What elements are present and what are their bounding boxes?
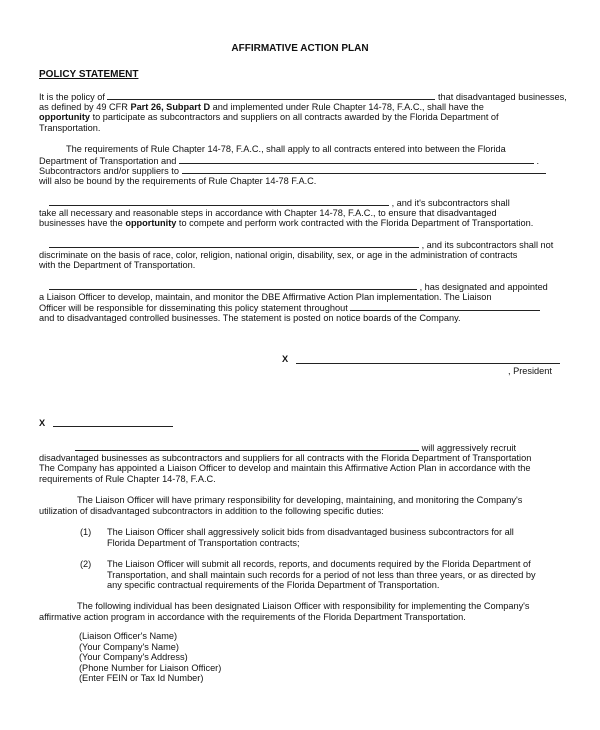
document-title: AFFIRMATIVE ACTION PLAN [231,43,369,54]
p5-text: and to disadvantaged controlled businesses. The statement is posted on notice boards of the Company. [39,312,461,323]
p2-text: Subcontractors and/or suppliers to [39,166,179,177]
duty-number: (1) [80,527,92,537]
p3-text: to compete and perform work contracted with the Florida Department of Transportation. [178,218,534,229]
commitment-paragraph [39,442,569,484]
liaison-name-field[interactable]: (Liaison Officer's Name) [79,631,178,641]
company-name-blank[interactable] [350,302,540,311]
p1-text: that disadvantaged businesses, [438,92,567,102]
p1-text: and implemented under Rule Chapter 14-78, F.A.C., shall have the [212,101,484,112]
p5-text: a Liaison Officer to develop, maintain, and monitor the DBE Affirmative Action Plan implementation. The Liaison [39,291,492,302]
p2-text: will also be bound by the requirements of Rule Chapter 14-78 F.A.C. [39,175,317,186]
p2-text: . [536,155,540,166]
company-name-blank[interactable] [49,197,389,206]
commitment-text: will aggressively recruit [421,443,517,453]
duty-number: (2) [80,559,92,569]
duty-line: The Liaison Officer shall aggressively solicit bids from disadvantaged business subcontractors for all [107,527,514,537]
commitment-text: disadvantaged businesses as subcontractors and suppliers for all contracts with the Florida Department of Transportation [39,452,532,463]
company-name-field[interactable]: (Your Company's Name) [79,641,179,652]
p1-text: to participate as subcontractors and suppliers on all contracts awarded by the Florida Department of [92,112,499,123]
p1-text: as defined by 49 CFR [39,101,128,112]
policy-paragraph-5 [39,281,564,323]
policy-paragraph-2 [39,144,564,186]
liaison-text: The Liaison Officer will have primary responsibility for developing, maintaining, and monitoring the Company's [77,495,523,505]
section-heading: POLICY STATEMENT [39,69,139,80]
duty-line: The Liaison Officer will submit all records, reports, and documents required by the Florida Department of [107,559,531,569]
p3-text: , and it's subcontractors shall [391,198,510,208]
p5-text: , has designated and appointed [419,282,548,292]
designation-text: The following individual has been designated Liaison Officer with responsibility for implementing the Company's [77,601,530,611]
p1-text: It is the policy of [39,92,105,102]
p2-text: The requirements of Rule Chapter 14-78, F.A.C., shall apply to all contracts entered into between the Florida [66,144,506,154]
liaison-contact-block [79,631,221,684]
company-name-blank[interactable] [49,239,419,248]
company-address-field[interactable]: (Your Company's Address) [79,652,188,663]
duty-text [107,559,567,591]
p1-text: Transportation. [39,122,101,133]
p2-text: Department of Transportation and [39,155,177,166]
company-name-blank[interactable] [182,165,546,174]
company-name-blank[interactable] [75,442,419,451]
president-title: , President [508,366,552,376]
p3-text: businesses have the [39,218,123,229]
policy-paragraph-1 [39,91,567,133]
signature-mark: X [39,418,46,428]
president-signature-line[interactable] [296,355,560,364]
p1-bold-text: opportunity [39,112,91,123]
fein-field[interactable]: (Enter FEIN or Tax Id Number) [79,673,204,684]
duty-line: Florida Department of Transportation contracts; [107,537,300,548]
p3-bold-text: opportunity [125,218,177,229]
duty-text [107,527,567,548]
policy-paragraph-4 [39,239,564,271]
p4-text: with the Department of Transportation. [39,260,196,271]
phone-number-field[interactable]: (Phone Number for Liaison Officer) [79,662,222,673]
commitment-text: The Company has appointed a Liaison Officer to develop and maintain this Affirmative Action Plan in accordance with the [39,463,531,474]
duty-line: any specific contractual requirements of the Florida Department of Transportation. [107,580,440,591]
designation-paragraph [39,601,569,622]
company-name-blank[interactable] [179,155,534,164]
p5-text: Officer will be responsible for disseminating this policy statement throughout [39,303,348,314]
liaison-text: utilization of disadvantaged subcontractors in addition to the following specific duties: [39,505,384,516]
p1-bold-text: Part 26, Subpart D [130,101,211,112]
signature-line[interactable] [53,418,173,427]
company-name-blank[interactable] [49,281,417,290]
liaison-responsibility-paragraph [39,495,569,516]
p3-text: take all necessary and reasonable steps in accordance with Chapter 14-78, F.A.C., to ensure that disadvantaged [39,207,497,218]
p4-text: discriminate on the basis of race, color, religion, national origin, disability, sex, or age in the administration of contracts [39,249,518,260]
duty-line: Transportation, and shall maintain such records for a period of not less than three years, or as directed by [107,569,536,580]
signature-mark: X [282,354,289,364]
policy-paragraph-3 [39,197,564,229]
p4-text: , and its subcontractors shall not [421,240,554,250]
commitment-text: requirements of Rule Chapter 14-78, F.A.C. [39,473,216,484]
designation-text: affirmative action program in accordance with the requirements of the Florida Department Transportation. [39,611,466,622]
company-name-blank[interactable] [107,91,435,100]
